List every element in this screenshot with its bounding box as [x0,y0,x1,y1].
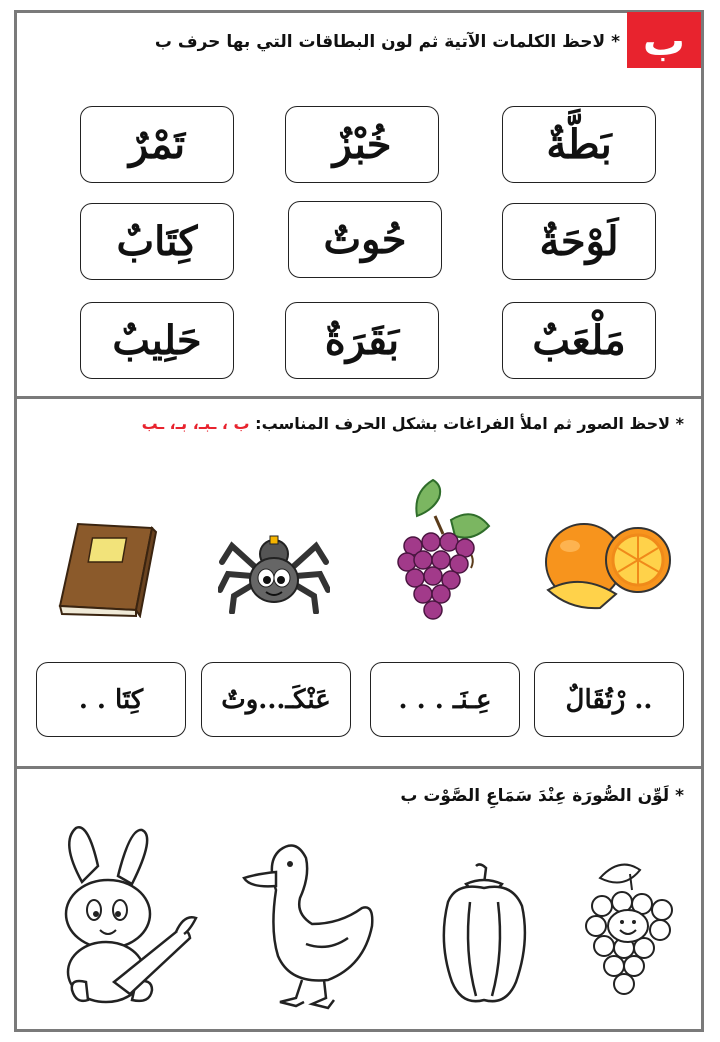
fill-in-box[interactable]: عِـنَـ . . . [370,662,520,737]
duck-outline-icon[interactable] [236,832,382,1014]
section2-instruction-text: * لاحظ الصور ثم املأ الفراغات بشكل الحرف المناسب: [255,414,684,433]
section-divider-1 [14,396,704,399]
spider-icon[interactable] [218,526,330,614]
fill-in-box[interactable]: كِتَا . . [36,662,186,737]
word-card[interactable]: بَطَّةٌ [502,106,656,183]
pepper-outline-icon[interactable] [436,862,532,1010]
section1-instruction: * لاحظ الكلمات الآتية ثم لون البطاقات التي بها حرف ب [154,32,620,52]
word-card[interactable]: لَوْحَةٌ [502,203,656,280]
word-card[interactable]: حُوتٌ [288,201,442,278]
section-divider-2 [14,766,704,769]
letter-forms: ب ، ـبـ، بـ، ـب [141,414,250,433]
word-card[interactable]: مَلْعَبٌ [502,302,656,379]
section2-instruction [142,414,684,433]
word-card[interactable]: خُبْزٌ [285,106,439,183]
word-card[interactable]: حَلِيبٌ [80,302,234,379]
bunny-outline-icon[interactable] [58,822,204,1014]
fill-in-box[interactable]: عَنْكَـ...وتٌ [201,662,351,737]
orange-icon[interactable] [540,512,678,612]
book-icon[interactable] [56,518,160,618]
section3-instruction: * لَوِّن الصُّورَة عِنْدَ سَمَاعِ الصَّوْت ب [400,786,684,806]
grapes-icon[interactable] [393,476,493,626]
word-card[interactable]: بَقَرَةٌ [285,302,439,379]
fill-in-box[interactable]: .. رْتُقَالٌ [534,662,684,737]
word-card[interactable]: تَمْرٌ [80,106,234,183]
word-card[interactable]: كِتَابٌ [80,203,234,280]
grapes-outline-icon[interactable] [580,856,682,996]
letter-badge: ب [627,12,701,68]
